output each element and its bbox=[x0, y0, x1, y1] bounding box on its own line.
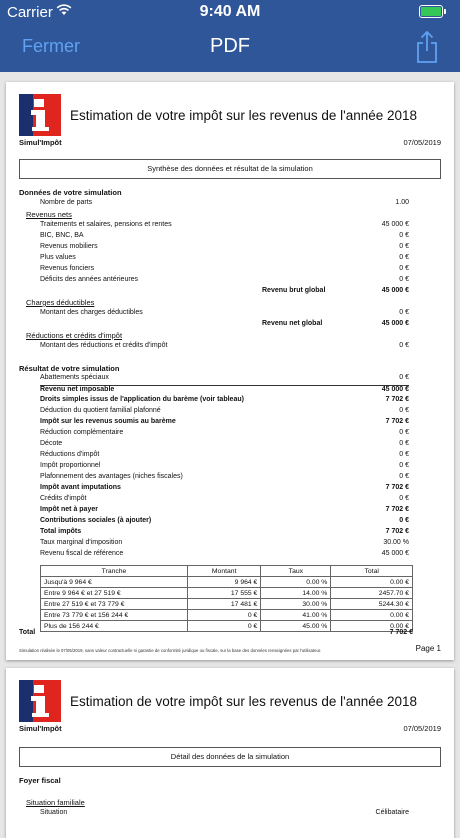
result-row bbox=[40, 407, 409, 418]
row-label: Revenus fonciers bbox=[40, 265, 95, 272]
subsection-title: Situation familiale bbox=[26, 798, 85, 807]
income-row bbox=[40, 232, 409, 243]
carrier-label: Carrier bbox=[7, 4, 53, 21]
table-cell: 41.00 % bbox=[261, 610, 331, 621]
table-cell: Jusqu'à 9 964 € bbox=[41, 577, 188, 588]
row-value: 0 € bbox=[399, 495, 409, 502]
table-cell: 30.00 % bbox=[261, 599, 331, 610]
table-cell: 0.00 € bbox=[331, 577, 413, 588]
simul-impot-logo bbox=[19, 94, 61, 136]
row-label: Montant des charges déductibles bbox=[40, 309, 143, 316]
row-label: Impôt sur les revenus soumis au barème bbox=[40, 418, 176, 425]
result-row bbox=[40, 374, 409, 385]
table-cell: 14.00 % bbox=[261, 588, 331, 599]
row-value: 0 € bbox=[399, 374, 409, 381]
row-value: 7 702 € bbox=[385, 506, 409, 513]
row-label: Revenus mobiliers bbox=[40, 243, 98, 250]
subsection-title: Charges déductibles bbox=[26, 298, 95, 307]
row-label: Décote bbox=[40, 440, 63, 447]
result-row bbox=[40, 473, 409, 484]
row-label: Revenu net global bbox=[262, 320, 323, 327]
table-row bbox=[41, 610, 413, 621]
result-row bbox=[40, 429, 409, 440]
row-value: 7 702 € bbox=[385, 418, 409, 425]
result-row bbox=[40, 539, 409, 550]
pdf-page-1[interactable] bbox=[6, 82, 454, 660]
row-value: 0 € bbox=[399, 265, 409, 272]
row-label: Contributions sociales (à ajouter) bbox=[40, 517, 152, 524]
section-title: Résultat de votre simulation bbox=[19, 364, 120, 373]
row-value: 45 000 € bbox=[381, 386, 409, 393]
row-value: 0 € bbox=[399, 517, 409, 524]
row-value: 7 702 € bbox=[389, 629, 413, 636]
column-header: Taux bbox=[261, 566, 331, 577]
result-row bbox=[40, 506, 409, 517]
row-label: Réductions d'impôt bbox=[40, 451, 100, 458]
share-icon[interactable] bbox=[415, 30, 439, 64]
row-value: 45 000 € bbox=[381, 287, 409, 294]
table-cell: Entre 9 964 € et 27 519 € bbox=[41, 588, 188, 599]
row-label: Abattements spéciaux bbox=[40, 374, 109, 381]
row-label: Droits simples issus de l'application du barème (voir tableau) bbox=[40, 396, 244, 403]
row-value: 0 € bbox=[399, 276, 409, 283]
row-value: 45 000 € bbox=[381, 221, 409, 228]
grand-total-row bbox=[19, 629, 413, 636]
row-value: Célibataire bbox=[375, 809, 409, 816]
row-label: Total impôts bbox=[40, 528, 82, 535]
table-row bbox=[41, 599, 413, 610]
table-row bbox=[41, 588, 413, 599]
table-cell: 17 481 € bbox=[188, 599, 261, 610]
table-cell: 17 555 € bbox=[188, 588, 261, 599]
table-cell: 5244.30 € bbox=[331, 599, 413, 610]
row-label: Déduction du quotient familial plafonné bbox=[40, 407, 161, 414]
pdf-page-2[interactable] bbox=[6, 668, 454, 838]
result-row bbox=[40, 440, 409, 451]
result-row bbox=[40, 528, 409, 539]
row-value: 7 702 € bbox=[385, 396, 409, 403]
table-row bbox=[41, 577, 413, 588]
row-value: 0 € bbox=[399, 243, 409, 250]
row-value: 45 000 € bbox=[381, 320, 409, 327]
result-row bbox=[40, 484, 409, 495]
income-row bbox=[40, 221, 409, 232]
table-cell: 0.00 % bbox=[261, 577, 331, 588]
income-row bbox=[40, 265, 409, 276]
table-cell: 45.00 % bbox=[261, 621, 331, 632]
row-label: Plus values bbox=[40, 254, 76, 261]
table-cell: Entre 73 779 € et 156 244 € bbox=[41, 610, 188, 621]
row-label: Réduction complémentaire bbox=[40, 429, 124, 436]
row-value: 7 702 € bbox=[385, 484, 409, 491]
income-row bbox=[40, 243, 409, 254]
result-row bbox=[40, 451, 409, 462]
charges-row bbox=[40, 309, 409, 320]
row-label: Revenu fiscal de référence bbox=[40, 550, 124, 557]
column-header: Total bbox=[331, 566, 413, 577]
row-value: 1.00 bbox=[395, 199, 409, 206]
clock: 9:40 AM bbox=[199, 3, 261, 20]
row-value: 0 € bbox=[399, 440, 409, 447]
row-value: 0 € bbox=[399, 451, 409, 458]
row-value: 0 € bbox=[399, 254, 409, 261]
simul-impot-logo bbox=[19, 680, 61, 722]
disclaimer-footer: Simulation réalisée le 07/05/2019, sans valeur contractuelle ni garantie de conformité juridique ou fiscale, sur la base des données renseignées par l'utilisateur. bbox=[19, 648, 322, 653]
table-cell: 0 € bbox=[188, 610, 261, 621]
app-name: Simul'Impôt bbox=[19, 724, 62, 733]
row-label: Taux marginal d'imposition bbox=[40, 539, 123, 546]
close-button[interactable]: Fermer bbox=[22, 36, 80, 56]
row-label: Montant des réductions et crédits d'impôt bbox=[40, 342, 168, 349]
row-label: Crédits d'impôt bbox=[40, 495, 87, 502]
row-label: Revenu net imposable bbox=[40, 386, 115, 393]
table-header-row bbox=[41, 566, 413, 577]
income-row bbox=[40, 254, 409, 265]
row-label: BIC, BNC, BA bbox=[40, 232, 84, 239]
row-label: Plafonnement des avantages (niches fiscales) bbox=[40, 473, 183, 480]
subsection-title: Revenus nets bbox=[26, 210, 72, 219]
document-title: Estimation de votre impôt sur les revenus de l'année 2018 bbox=[70, 108, 418, 123]
table-cell: 0 € bbox=[188, 621, 261, 632]
document-date: 07/05/2019 bbox=[403, 724, 441, 733]
result-row bbox=[40, 462, 409, 473]
row-value: 0 € bbox=[399, 407, 409, 414]
result-row bbox=[40, 517, 409, 528]
row-value: 7 702 € bbox=[385, 528, 409, 535]
row-label: Situation bbox=[40, 809, 68, 816]
page-number: Page 1 bbox=[415, 644, 441, 653]
parts-row bbox=[40, 199, 409, 210]
app-name: Simul'Impôt bbox=[19, 138, 62, 147]
row-label: Traitements et salaires, pensions et rentes bbox=[40, 221, 172, 228]
summary-box-title: Synthèse des données et résultat de la simulation bbox=[19, 159, 441, 179]
table-cell: 9 964 € bbox=[188, 577, 261, 588]
result-row bbox=[40, 550, 409, 561]
net-income-total bbox=[40, 320, 409, 331]
row-value: 45 000 € bbox=[381, 550, 409, 557]
row-value: 0 € bbox=[399, 429, 409, 436]
income-row bbox=[40, 276, 409, 287]
section-title: Données de votre simulation bbox=[19, 188, 122, 197]
column-header: Montant bbox=[188, 566, 261, 577]
row-value: 30.00 % bbox=[383, 539, 409, 546]
row-value: 0 € bbox=[399, 473, 409, 480]
detail-box-title: Détail des données de la simulation bbox=[19, 747, 441, 767]
row-value: 0 € bbox=[399, 232, 409, 239]
status-bar bbox=[0, 0, 460, 24]
result-row bbox=[40, 495, 409, 506]
subsection-title: Réductions et crédits d'impôt bbox=[26, 331, 123, 340]
row-value: 0 € bbox=[399, 342, 409, 349]
tax-bracket-table bbox=[40, 565, 413, 632]
result-row bbox=[40, 418, 409, 429]
table-cell: Entre 27 519 € et 73 779 € bbox=[41, 599, 188, 610]
row-value: 0 € bbox=[399, 462, 409, 469]
table-cell: 0.00 € bbox=[331, 621, 413, 632]
reductions-row bbox=[40, 342, 409, 353]
row-label: Impôt net à payer bbox=[40, 506, 98, 513]
navigation-header bbox=[0, 0, 460, 72]
row-label: Revenu brut global bbox=[262, 287, 326, 294]
situation-row bbox=[40, 809, 409, 820]
gross-income-total bbox=[40, 287, 409, 298]
row-label: Déficits des années antérieures bbox=[40, 276, 139, 283]
document-title: Estimation de votre impôt sur les revenus de l'année 2018 bbox=[70, 694, 418, 709]
section-title: Foyer fiscal bbox=[19, 776, 61, 785]
table-cell: 2457.70 € bbox=[331, 588, 413, 599]
result-row bbox=[40, 396, 409, 407]
row-value: 0 € bbox=[399, 309, 409, 316]
row-label: Impôt avant imputations bbox=[40, 484, 121, 491]
battery-icon bbox=[419, 5, 443, 18]
row-label: Total bbox=[19, 629, 36, 636]
row-label: Nombre de parts bbox=[40, 199, 93, 206]
table-cell: 0.00 € bbox=[331, 610, 413, 621]
table-cell: Plus de 156 244 € bbox=[41, 621, 188, 632]
nav-title: PDF bbox=[210, 35, 250, 57]
document-date: 07/05/2019 bbox=[403, 138, 441, 147]
column-header: Tranche bbox=[41, 566, 188, 577]
row-label: Impôt proportionnel bbox=[40, 462, 101, 469]
nav-bar bbox=[0, 24, 460, 72]
